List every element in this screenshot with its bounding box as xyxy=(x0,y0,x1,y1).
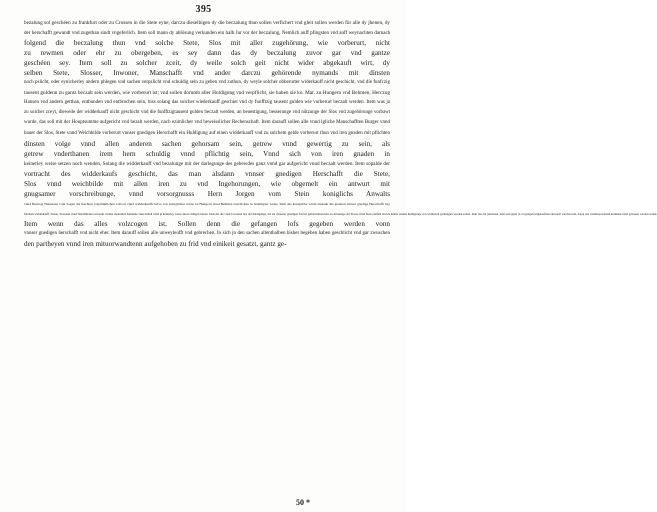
text-line: geschéen sey. Item soll zu solcher zceit, dy weile solch geit nicht wider abgekauft wirt, dy xyxy=(24,59,390,68)
page-number: 395 xyxy=(195,4,212,15)
text-line: tausent guldenn zu gantz beczalt sein werden, wie vorberurt ist; vnd sollen dorumb aller Huldigung vnd verpflicht, sie haben sie ko. Mat. zu Hungern vnd Behmen, Herczog xyxy=(24,90,390,97)
text-line: dinsten volge vnnd allen anderen sachen gehorsam sein, getrew vnnd gewertig zu sein, als xyxy=(24,139,390,148)
text-line: gnugsamer vorschreibunge, vnnd vorsorgnusss Hern Jorgen vom Stein koniglichs Anwalts xyxy=(24,189,390,198)
text-line: vnnser gnedigen herschafft vnd nicht eher. Item darauff sollen alle unweyleufft vnd gebrechen, fo sich jn den sachen allenthalben bisher begeben haben geschlicht vnd gar zwuschen xyxy=(24,230,390,236)
text-line: fulchem widderkauff, Steten, Slossenn vnnd Weichbilden vorberurt widder mennilich hanthabe vnnd behalt vnnd jn keinerley weise davon dringen lassen. Item das die vonn Crossenn bey der huldigunge, die sie vnnserer gnedigen frawen getban haben biss zu ablosunge der Slosse vnnd Stete pleiben vnd zu keiner andern huldigunge von widderteil gedrungen werden sollen. Item das ein jdermann, dem sein guter jn vorgangen krigsleufften entwerdt wurden sein, darzu ane widdersprechenn kommen vnnd gelassen werden sollen. xyxy=(24,211,657,216)
text-line: vortracht des widderkaufs geschicht, das man alsdann vnnser gnedigen Herschafft die Stete, xyxy=(24,169,390,178)
text-line: keinerley weise setzen noch wenden, Solang die widderkauff vnd bezalunge mit der darlegunge des gebewdes ganz vnnd gar aufgericht vnnd beczalt werden. Item sopalde der xyxy=(24,160,390,167)
text-line: Slos vnnd weichbilde mit allen iren zu vnd Ingehorungen, wie obgemelt ein antwurt mit xyxy=(24,179,390,188)
text-line: bezalung sol geschéen zu frankfurt oder zu Crossen in die Stete eyne, darczu dieselbigen dy die beczalung thun sollen verfichert vnd gleit sollen werden für alle dy jhenen, dy xyxy=(24,20,390,26)
text-line: Item wenn das alles volzcogen ist, Sollen denn die gefangen lofs gegeben werden vonn xyxy=(24,219,390,228)
text-line: Hansen vnd andern getthan, entbunden vnd entbrochen sein, biss solang das solcher wiederkauff geschiet vnd dy funfftzig tausent gulden wie vorberurt beczalt werden. Item was ja xyxy=(24,100,390,106)
text-line: zu solcher zceyt, dieweile der widderkauff nicht geschicht vnd die funfftzigtausent gulden beczalt werden, an beuestigung, besserunge vnd nützunge der Slos vnd zugehörunge vorbawt xyxy=(24,110,390,116)
body-text xyxy=(24,18,657,249)
text-line: der herschafft gewandt vnd zugethan sindt vngeferlich. Item soll mann dy ablösung verkunden ein halb Jar vor der beczalung, Nemlich auff pfingsten vnd auff weynachten darnach xyxy=(24,30,391,37)
text-line: wurde, das soll mit der Houptsumme aufgericht vnd bezalt werden, nach ezimlicher vnd beweisslicher Rechenschaft. Item darauff sollen alle vnnd igliche Manschafften Burger vnnd xyxy=(24,120,390,126)
text-line: vnnd Hertzog Hannszen vom Sagan die Rechten vrsprünklichen volbort vnnd widderkauffs brive von koniglicher wirde zu Hungern vnnd Behmen zuschicken in bestimpter weise. Item das konigliche wirde alsdann die guanten vnnser gnedige Herschafft bey xyxy=(24,201,390,206)
text-line: den partheyen vnnd iren mituorwandtenn aufgehoben zu frid vnd einikeit gesatzt, gantz ge- xyxy=(24,240,287,249)
text-line: getrew vnderthanen irem hern schuldig vnnd pflichtig sein, Vnnd sich von iren gnaden in xyxy=(24,149,390,158)
signature-mark: 50 * xyxy=(296,498,310,507)
text-line: folgend die beczalung thun vnd solche Stete, Slos mit aller zugehörung, wie vorberurt, nicht xyxy=(24,39,390,48)
text-line: noch pslicht, oder eynicherley andern phlegen vnd sachen verpslicht vnd schuldig sein zu geben vnd zuthun, dy weyle solcher obberurter widerkauff nicht geschicht, vnd die funfczig xyxy=(24,80,390,86)
text-line: bauer der Slos, Stete vnnd Weichbilde vorberurt vnnser gnedigen Herschafft ein Huldigung auf einen widderkauff vnd zu solchem gelde vorberurt thun vnd iren gnaden mit pflichten xyxy=(24,130,390,136)
text-line: selben Stete, Slosser, Inwoner, Manschafft vnd ander darczu gehörende nymands mit dinsten xyxy=(24,69,390,78)
text-line: zu rewmen oder ehr zu obergeben, es sey dann das dy beczalung zuvor gar vnd gantze xyxy=(24,49,390,58)
